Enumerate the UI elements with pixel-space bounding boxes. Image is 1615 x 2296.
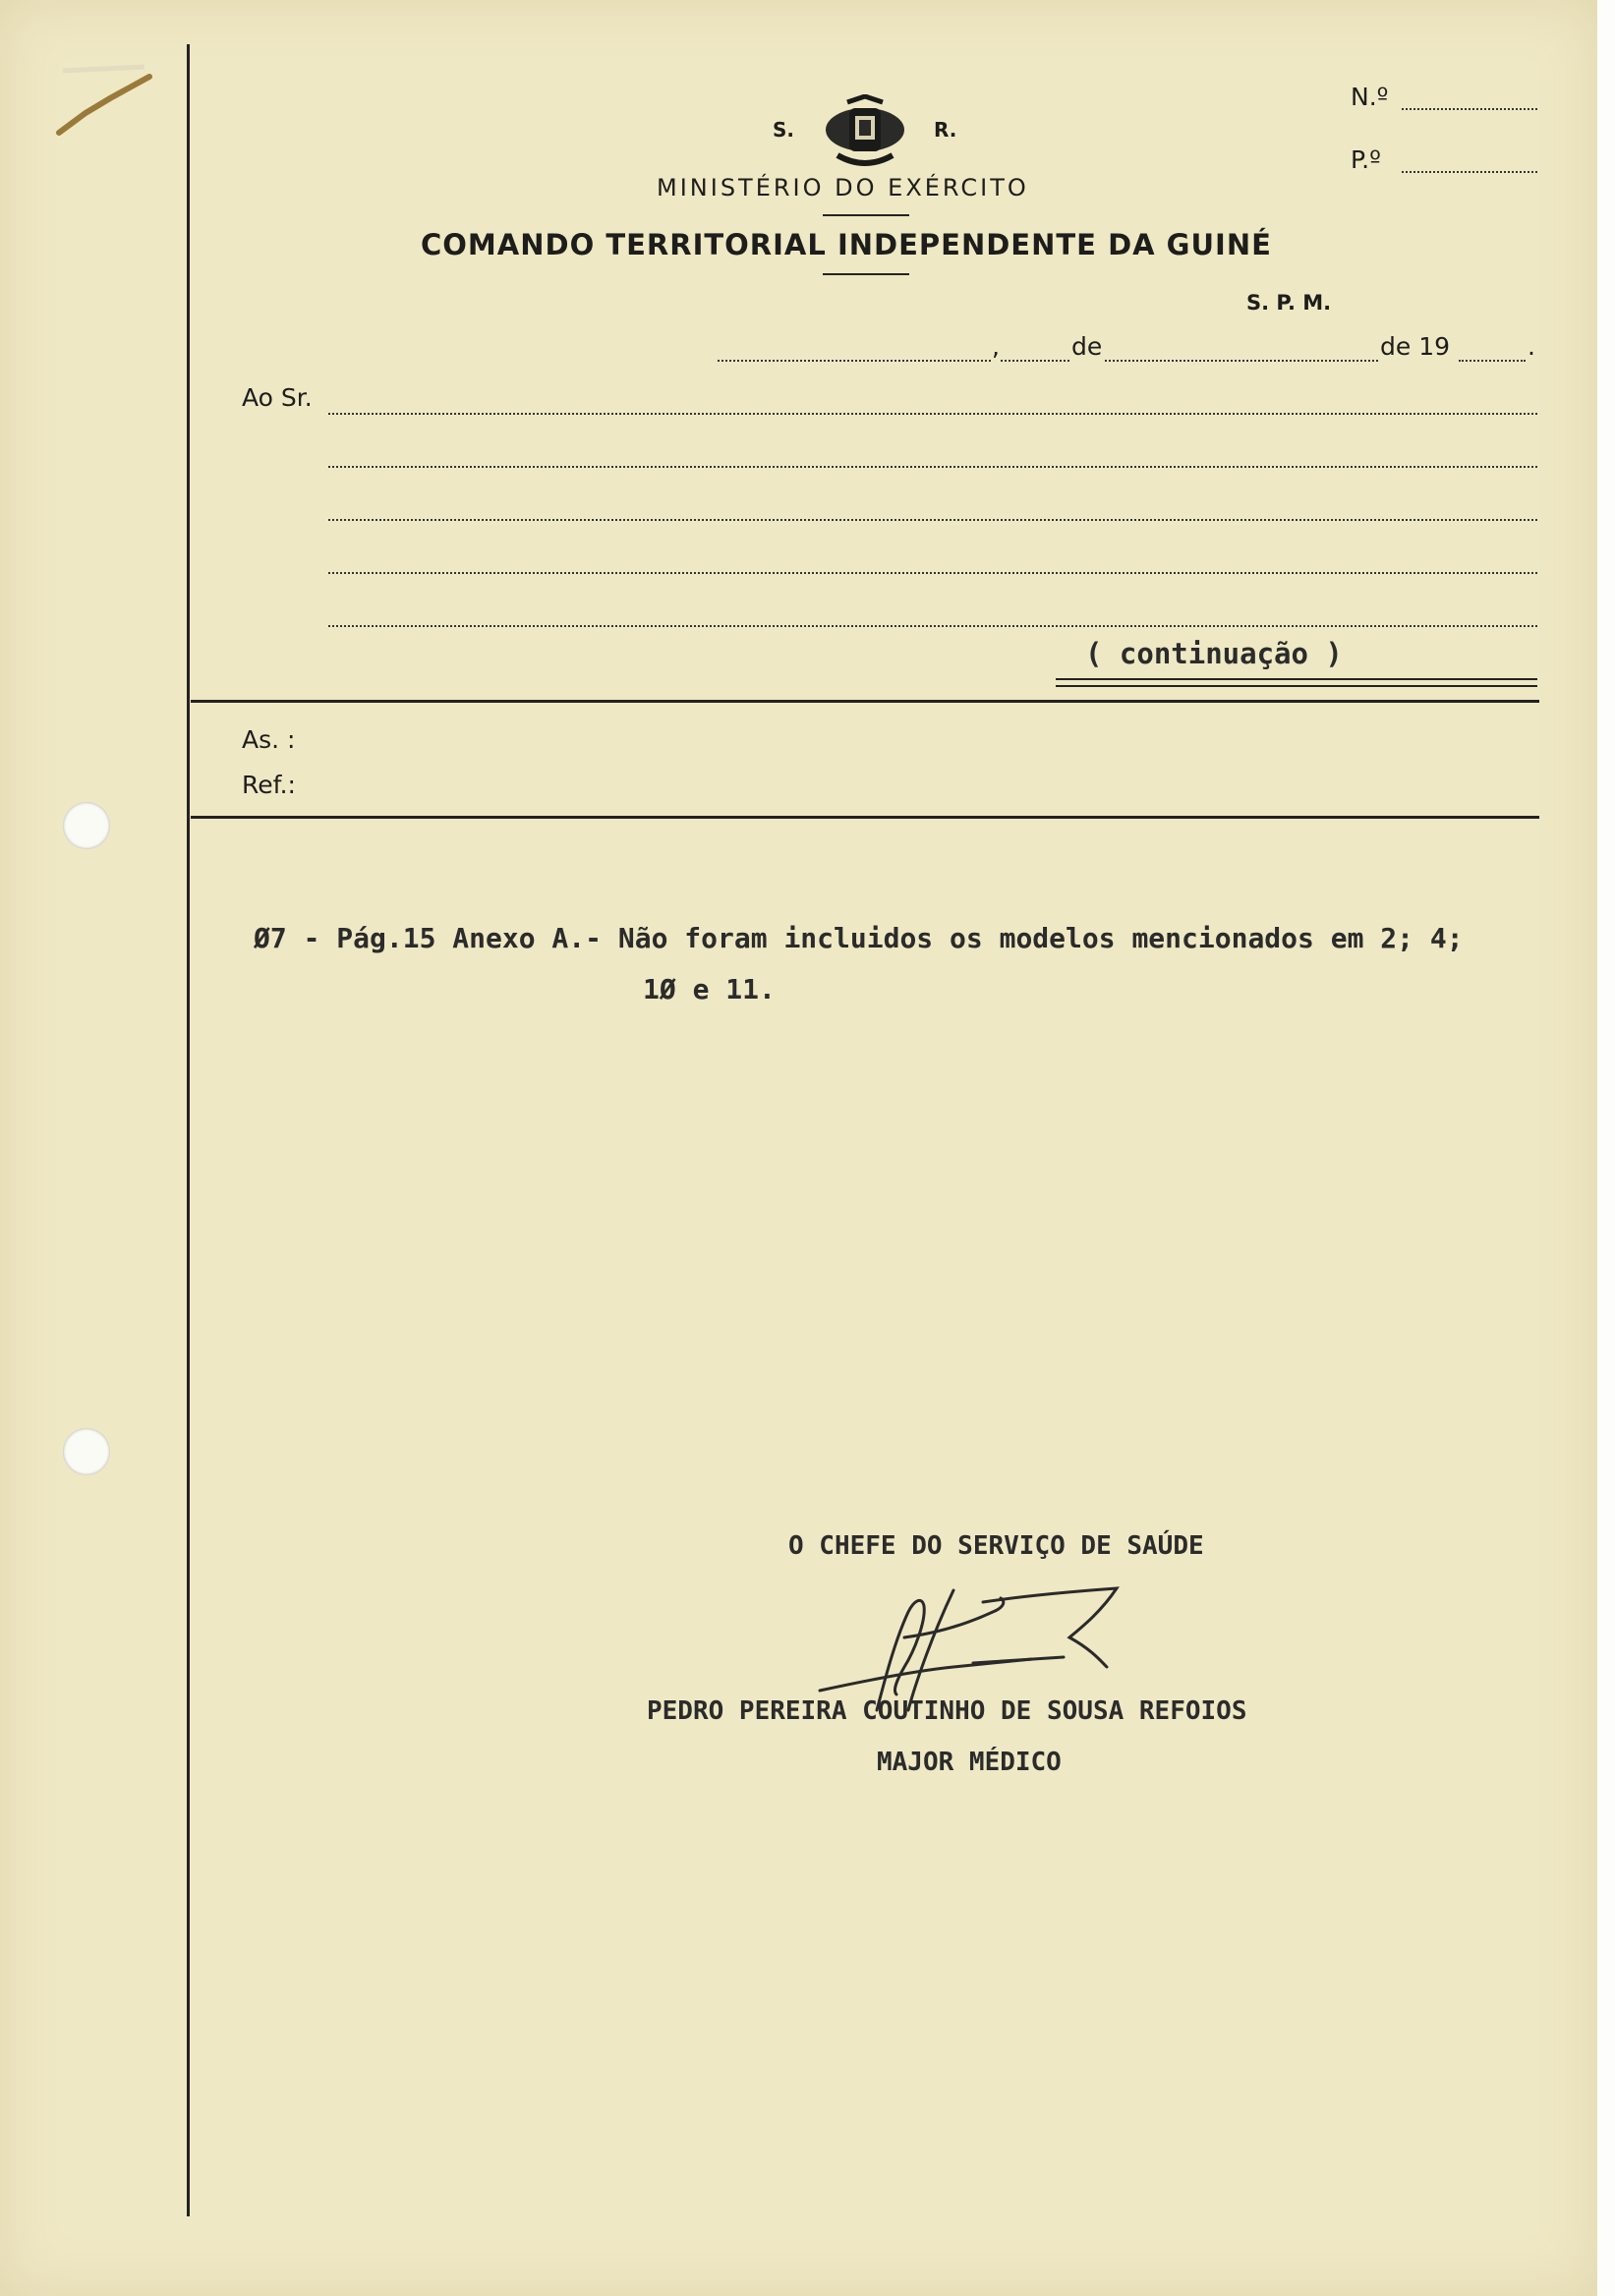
recipient-label: Ao Sr. <box>242 383 313 412</box>
number-label: N.º <box>1351 83 1389 111</box>
date-year-field[interactable] <box>1459 360 1526 362</box>
reference-label: Ref.: <box>242 771 296 799</box>
signatory-name: PEDRO PEREIRA COUTINHO DE SOUSA REFOIOS <box>647 1696 1247 1726</box>
date-period: . <box>1528 332 1535 361</box>
signatory-rank: MAJOR MÉDICO <box>877 1748 1062 1777</box>
seal-left-letter: S. <box>773 118 795 142</box>
date-day-field[interactable] <box>1001 360 1069 362</box>
subject-top-rule <box>191 700 1539 703</box>
command-title: COMANDO TERRITORIAL INDEPENDENTE DA GUINÉ <box>421 228 1272 261</box>
date-de-label-2: de 19 <box>1380 332 1451 361</box>
punch-hole-bottom <box>63 1428 110 1475</box>
recipient-line-5[interactable] <box>328 625 1537 627</box>
ministry-underline <box>823 214 909 216</box>
continuation-underline-2 <box>1056 685 1537 687</box>
process-label: P.º <box>1351 145 1381 174</box>
date-place-field[interactable] <box>718 360 991 362</box>
continuation-label: ( continuação ) <box>1085 637 1343 670</box>
continuation-underline-1 <box>1056 678 1537 680</box>
number-field[interactable] <box>1402 108 1537 110</box>
date-de-label-1: de <box>1071 332 1103 361</box>
recipient-line-1[interactable] <box>328 413 1537 415</box>
seal-right-letter: R. <box>934 118 957 142</box>
signatory-title: O CHEFE DO SERVIÇO DE SAÚDE <box>788 1531 1204 1561</box>
spm-label: S. P. M. <box>1246 291 1332 315</box>
subject-label: As. : <box>242 725 296 754</box>
date-comma: , <box>992 332 1000 361</box>
recipient-line-2[interactable] <box>328 466 1537 468</box>
date-month-field[interactable] <box>1105 360 1378 362</box>
process-field[interactable] <box>1402 171 1537 173</box>
staple-mark-icon <box>51 59 159 147</box>
command-underline <box>823 273 909 275</box>
recipient-line-3[interactable] <box>328 519 1537 521</box>
ministry-title: MINISTÉRIO DO EXÉRCITO <box>657 174 1029 201</box>
margin-rule <box>187 44 190 2216</box>
subject-bottom-rule <box>191 816 1539 819</box>
body-line-2: 1Ø e 11. <box>643 973 776 1005</box>
punch-hole-top <box>63 802 110 849</box>
body-line-1: Ø7 - Pág.15 Anexo A.- Não foram incluidos os modelos mencionados em 2; 4; <box>254 922 1464 954</box>
coat-of-arms-icon <box>818 94 912 171</box>
recipient-line-4[interactable] <box>328 572 1537 574</box>
